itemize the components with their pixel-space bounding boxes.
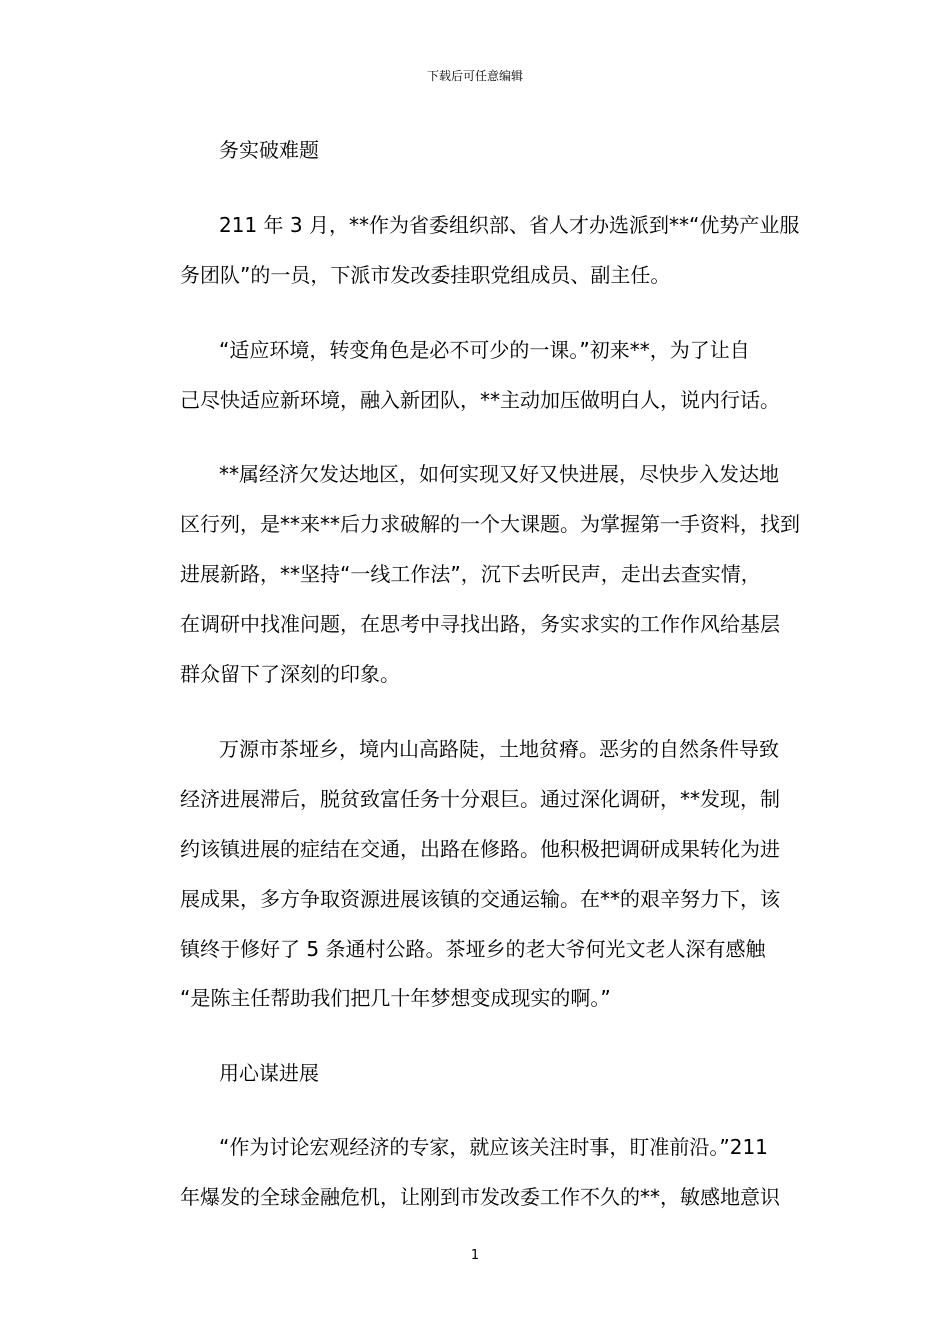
paragraph-line: 进展新路，**坚持“一线工作法”，沉下去听民声，走出去查实情， bbox=[180, 562, 761, 586]
page-number: 1 bbox=[470, 1248, 480, 1263]
paragraph-line: 镇终于修好了 5 条通村公路。茶垭乡的老大爷何光文老人深有感触 bbox=[180, 937, 766, 961]
paragraph-line: “作为讨论宏观经济的专家，就应该关注时事，盯准前沿。”211 bbox=[219, 1135, 768, 1159]
paragraph-line: 展成果，多方争取资源进展该镇的交通运输。在**的艰辛努力下，该 bbox=[180, 887, 780, 911]
page-header: 下载后可任意编辑 bbox=[426, 69, 523, 83]
paragraph-line: 区行列，是**来**后力求破解的一个大课题。为掌握第一手资料，找到 bbox=[180, 512, 800, 536]
paragraph-line: 211 年 3 月，**作为省委组织部、省人才办选派到**“优势产业服 bbox=[219, 213, 800, 237]
paragraph-line: “适应环境，转变角色是必不可少的一课。”初来**，为了让自 bbox=[219, 338, 750, 362]
paragraph-line: 己尽快适应新环境，融入新团队，**主动加压做明白人，说内行话。 bbox=[180, 388, 780, 412]
paragraph-line: 群众留下了深刻的印象。 bbox=[180, 662, 400, 686]
paragraph-line: 务团队”的一员，下派市发改委挂职党组成员、副主任。 bbox=[180, 263, 671, 287]
paragraph-line: 约该镇进展的症结在交通，出路在修路。他积极把调研成果转化为进 bbox=[180, 837, 780, 861]
paragraph-line: 年爆发的全球金融危机，让刚到市发改委工作不久的**，敏感地意识 bbox=[180, 1185, 780, 1209]
paragraph-line: “是陈主任帮助我们把几十年梦想变成现实的啊。” bbox=[180, 986, 611, 1010]
paragraph-line: **属经济欠发达地区，如何实现又好又快进展，尽快步入发达地 bbox=[219, 462, 779, 486]
paragraph-line: 在调研中找准问题，在思考中寻找出路，务实求实的工作作风给基层 bbox=[180, 612, 780, 636]
section-heading: 用心谋进展 bbox=[219, 1061, 319, 1085]
paragraph-line: 万源市茶垭乡，境内山高路陡，土地贫瘠。恶劣的自然条件导致 bbox=[219, 737, 779, 761]
section-heading: 务实破难题 bbox=[219, 138, 319, 162]
paragraph-line: 经济进展滞后，脱贫致富任务十分艰巨。通过深化调研，**发现，制 bbox=[180, 787, 780, 811]
